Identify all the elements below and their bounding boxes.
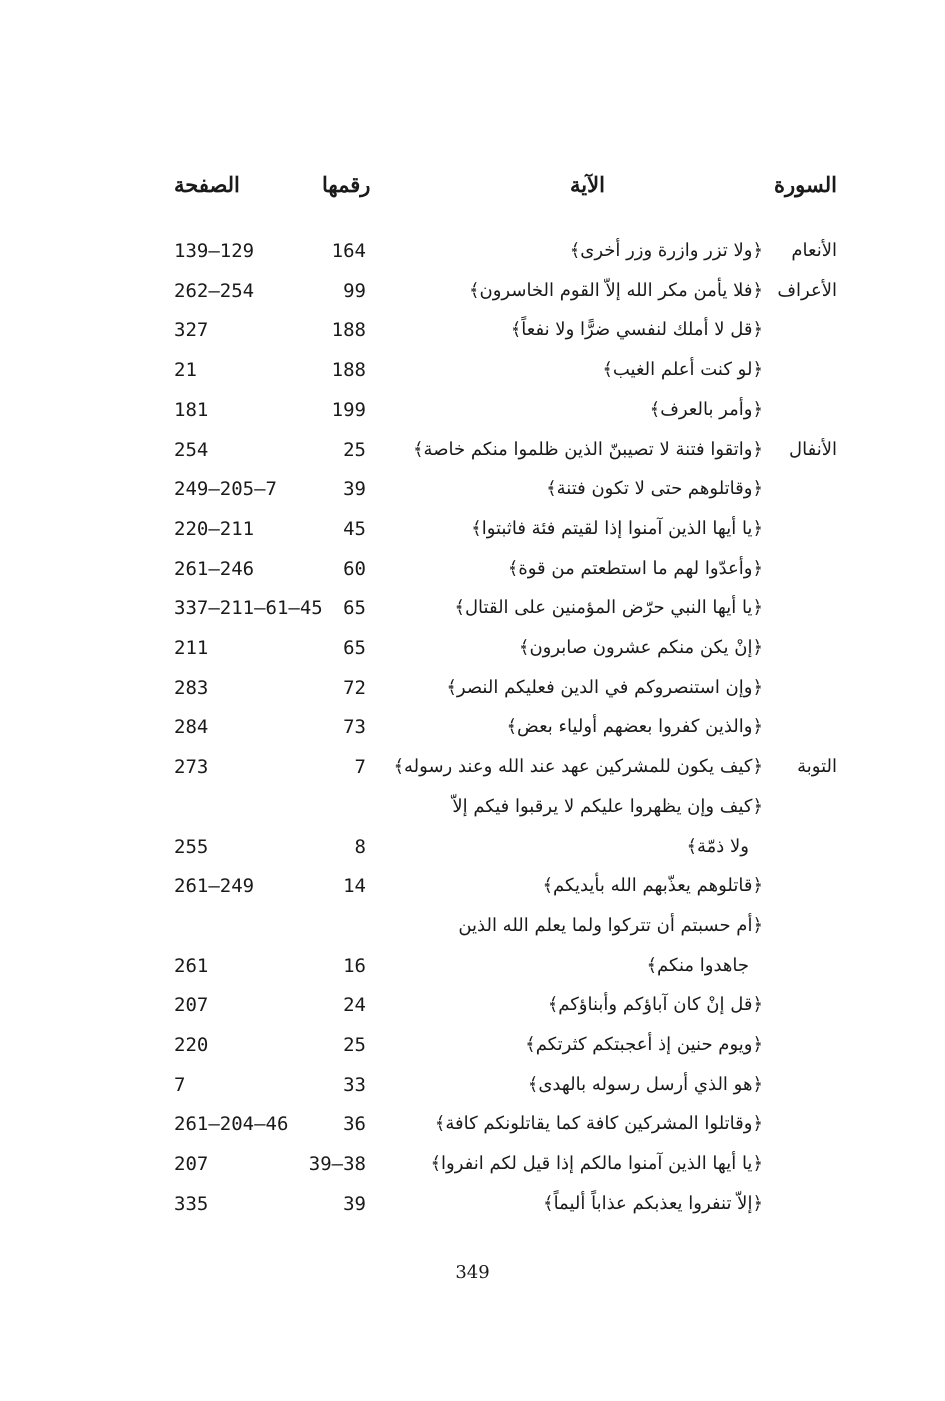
page-reference-cell: 207	[174, 1153, 209, 1175]
ayah-cell: ﴿لو كنت أعلم الغيب﴾	[602, 359, 763, 380]
table-row	[0, 588, 945, 628]
table-row	[0, 787, 945, 827]
table-row	[0, 310, 945, 350]
table-row	[0, 469, 945, 509]
table-row	[0, 1104, 945, 1144]
ayah-cell: ﴿واتقوا فتنة لا تصيبنّ الذين ظلموا منكم خاصة﴾	[413, 439, 763, 460]
surah-cell: الأعراف	[777, 280, 837, 301]
table-row	[0, 549, 945, 589]
ayah-number-cell: 33	[343, 1074, 366, 1096]
table-row	[0, 231, 945, 271]
page-reference-cell: 254	[174, 439, 209, 461]
ayah-cell: ﴿وقاتلوا المشركين كافة كما يقاتلونكم كافة﴾	[434, 1113, 763, 1134]
ayah-cell: ﴿إلاّ تنفروا يعذبكم عذاباً أليماً﴾	[543, 1193, 763, 1214]
ayah-cell: ﴿يا أيها النبي حرّض المؤمنين على القتال﴾	[454, 597, 763, 618]
table-row	[0, 390, 945, 430]
table-row	[0, 747, 945, 787]
ayah-number-cell: 99	[343, 280, 366, 302]
ayah-cell: ﴿قاتلوهم يعذّبهم الله بأيديكم﴾	[542, 875, 763, 896]
ayah-number-cell: 60	[343, 558, 366, 580]
page-reference-cell: 327	[174, 319, 209, 341]
table-row	[0, 985, 945, 1025]
ayah-number-cell: 36	[343, 1113, 366, 1135]
table-row	[0, 707, 945, 747]
table-row	[0, 1184, 945, 1224]
header-page: الصفحة	[174, 172, 240, 197]
ayah-cell: ﴿هو الذي أرسل رسوله بالهدى﴾	[527, 1074, 763, 1095]
page-number: 349	[455, 1262, 490, 1283]
page-reference-cell: 7	[174, 1074, 186, 1096]
ayah-cell: ﴿وقاتلوهم حتى لا تكون فتنة﴾	[546, 478, 763, 499]
ayah-number-cell: 72	[343, 677, 366, 699]
header-ayah: الآية	[570, 172, 605, 197]
ayah-cell: ﴿كيف وإن يظهروا عليكم لا يرقبوا فيكم إلاّ	[452, 796, 763, 817]
ayah-number-cell: 7	[354, 756, 366, 778]
table-row	[0, 827, 945, 867]
ayah-cell: ﴿وأعدّوا لهم ما استطعتم من قوة﴾	[507, 558, 763, 579]
surah-cell: الأنعام	[791, 240, 837, 261]
table-row	[0, 350, 945, 390]
ayah-number-cell: 8	[354, 836, 366, 858]
ayah-cell: ﴿وإن استنصروكم في الدين فعليكم النصر﴾	[446, 677, 763, 698]
page-reference-cell: 335	[174, 1193, 209, 1215]
page-reference-cell: 21	[174, 359, 197, 381]
page-reference-cell: 261–246	[174, 558, 255, 580]
ayah-number-cell: 73	[343, 716, 366, 738]
page-reference-cell: 261–204–46	[174, 1113, 289, 1135]
ayah-number-cell: 39	[343, 478, 366, 500]
ayah-cell: ﴿ولا تزر وازرة وزر أخرى﴾	[569, 240, 763, 261]
table-row	[0, 668, 945, 708]
ayah-number-cell: 45	[343, 518, 366, 540]
ayah-cell: ﴿أم حسبتم أن تتركوا ولما يعلم الله الذين	[458, 915, 763, 936]
page-reference-cell: 284	[174, 716, 209, 738]
table-row	[0, 430, 945, 470]
ayah-number-cell: 25	[343, 439, 366, 461]
ayah-cell: ﴿وأمر بالعرف﴾	[649, 399, 763, 420]
page-reference-cell: 261	[174, 955, 209, 977]
table-row	[0, 1065, 945, 1105]
ayah-number-cell: 39–38	[308, 1153, 366, 1175]
ayah-cell: ﴿والذين كفروا بعضهم أولياء بعض﴾	[506, 716, 763, 737]
table-row	[0, 906, 945, 946]
page-reference-cell: 181	[174, 399, 209, 421]
ayah-number-cell: 25	[343, 1034, 366, 1056]
ayah-cell: ﴿كيف يكون للمشركين عهد عند الله وعند رسوله﴾	[393, 756, 763, 777]
ayah-number-cell: 14	[343, 875, 366, 897]
page-reference-cell: 249–205–7	[174, 478, 277, 500]
ayah-cell: ﴿قل إنْ كان آباؤكم وأبناؤكم﴾	[547, 994, 763, 1015]
page-reference-cell: 283	[174, 677, 209, 699]
table-row	[0, 1144, 945, 1184]
ayah-number-cell: 16	[343, 955, 366, 977]
ayah-cell: ﴿إنْ يكن منكم عشرون صابرون﴾	[518, 637, 763, 658]
ayah-cell: ﴿فلا يأمن مكر الله إلاّ القوم الخاسرون﴾	[468, 280, 763, 301]
ayah-cell: ﴿قل لا أملك لنفسي ضرًّا ولا نفعاً﴾	[510, 319, 763, 340]
page-reference-cell: 261–249	[174, 875, 255, 897]
page-reference-cell: 273	[174, 756, 209, 778]
surah-cell: الأنفال	[789, 439, 837, 460]
table-row	[0, 271, 945, 311]
page-reference-cell: 220	[174, 1034, 209, 1056]
ayah-cell: جاهدوا منكم﴾	[646, 955, 749, 976]
ayah-number-cell: 24	[343, 994, 366, 1016]
page-reference-cell: 211	[174, 637, 209, 659]
table-row	[0, 509, 945, 549]
page-reference-cell: 220–211	[174, 518, 255, 540]
ayah-number-cell: 164	[331, 240, 366, 262]
header-number: رقمها	[322, 172, 371, 197]
ayah-number-cell: 65	[343, 637, 366, 659]
table-row	[0, 628, 945, 668]
header-surah: السورة	[774, 172, 837, 197]
ayah-number-cell: 188	[331, 319, 366, 341]
ayah-cell: ﴿يا أيها الذين آمنوا إذا لقيتم فئة فاثبتوا﴾	[471, 518, 763, 539]
ayah-number-cell: 39	[343, 1193, 366, 1215]
ayah-number-cell: 199	[331, 399, 366, 421]
table-row	[0, 946, 945, 986]
ayah-cell: ولا ذمّة﴾	[686, 836, 749, 857]
ayah-cell: ﴿ويوم حنين إذ أعجبتكم كثرتكم﴾	[525, 1034, 763, 1055]
page-reference-cell: 207	[174, 994, 209, 1016]
ayah-number-cell: 188	[331, 359, 366, 381]
page-reference-cell: 255	[174, 836, 209, 858]
table-row	[0, 1025, 945, 1065]
ayah-number-cell: 65	[343, 597, 366, 619]
table-row	[0, 866, 945, 906]
surah-cell: التوبة	[797, 756, 837, 777]
page-reference-cell: 262–254	[174, 280, 255, 302]
page-reference-cell: 139–129	[174, 240, 255, 262]
ayah-cell: ﴿يا أيها الذين آمنوا مالكم إذا قيل لكم انفروا﴾	[430, 1153, 763, 1174]
page-reference-cell: 337–211–61–45	[174, 597, 323, 619]
